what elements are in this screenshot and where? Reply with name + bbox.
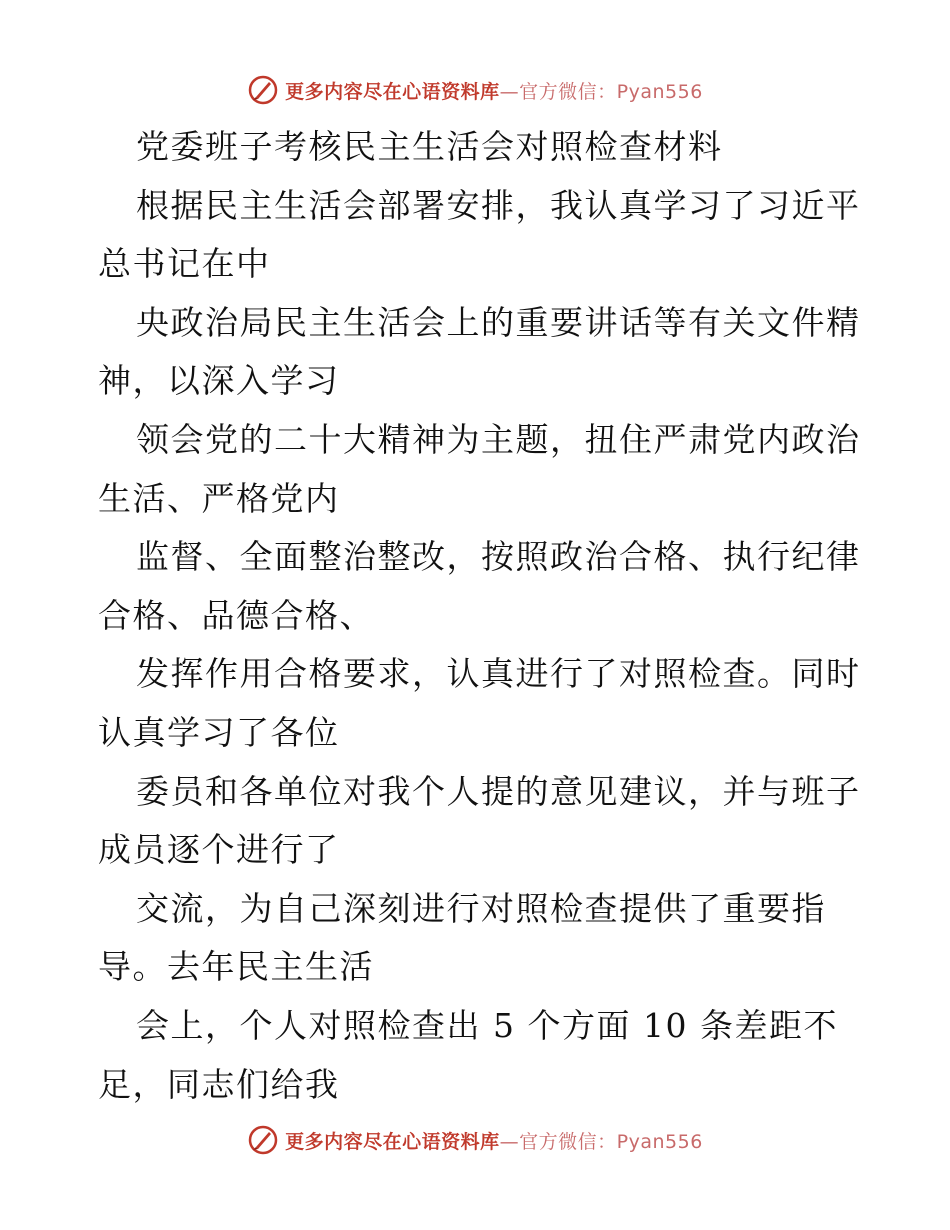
header-banner — [0, 72, 950, 108]
header-promo-text: 更多内容尽在心语资料库 — [285, 80, 500, 103]
paragraph-line: 足，同志们给我 — [98, 1064, 340, 1104]
paragraph-line: 总书记在中 — [98, 244, 271, 284]
paragraph-line: 监督、全面整治整改，按照政治合格、执行纪律 — [136, 537, 861, 577]
paragraph-line: 会上，个人对照检查出 5 个方面 10 条差距不 — [136, 1005, 838, 1045]
paragraph-line: 合格、品德合格、 — [98, 595, 374, 635]
red-seal-quill-logo-icon — [247, 1124, 279, 1156]
footer-wechat-text: —官方微信：Pyan556 — [499, 1130, 703, 1153]
footer-banner — [0, 1122, 950, 1158]
paragraph-line: 认真学习了各位 — [98, 712, 340, 752]
paragraph-line: 生活、严格党内 — [98, 478, 340, 518]
paragraph-line: 发挥作用合格要求，认真进行了对照检查。同时 — [136, 654, 861, 694]
document-title: 党委班子考核民主生活会对照检查材料 — [136, 127, 723, 166]
footer-banner-text — [285, 1127, 703, 1154]
paragraph-line: 导。去年民主生活 — [98, 947, 374, 987]
document-body — [98, 118, 861, 1114]
header-wechat-text: —官方微信：Pyan556 — [499, 80, 703, 103]
footer-promo-text: 更多内容尽在心语资料库 — [285, 1130, 500, 1153]
paragraph-line: 神，以深入学习 — [98, 361, 340, 401]
paragraph-line: 根据民主生活会部署安排，我认真学习了习近平 — [136, 185, 861, 225]
paragraph-line: 委员和各单位对我个人提的意见建议，并与班子 — [136, 771, 861, 811]
paragraph-line: 央政治局民主生活会上的重要讲话等有关文件精 — [136, 302, 861, 342]
paragraph-line: 交流，为自己深刻进行对照检查提供了重要指 — [136, 888, 826, 928]
red-seal-quill-logo-icon — [247, 74, 279, 106]
paragraph-line: 成员逐个进行了 — [98, 830, 340, 870]
paragraph-line: 领会党的二十大精神为主题，扭住严肃党内政治 — [136, 419, 861, 459]
header-banner-text — [285, 77, 703, 104]
